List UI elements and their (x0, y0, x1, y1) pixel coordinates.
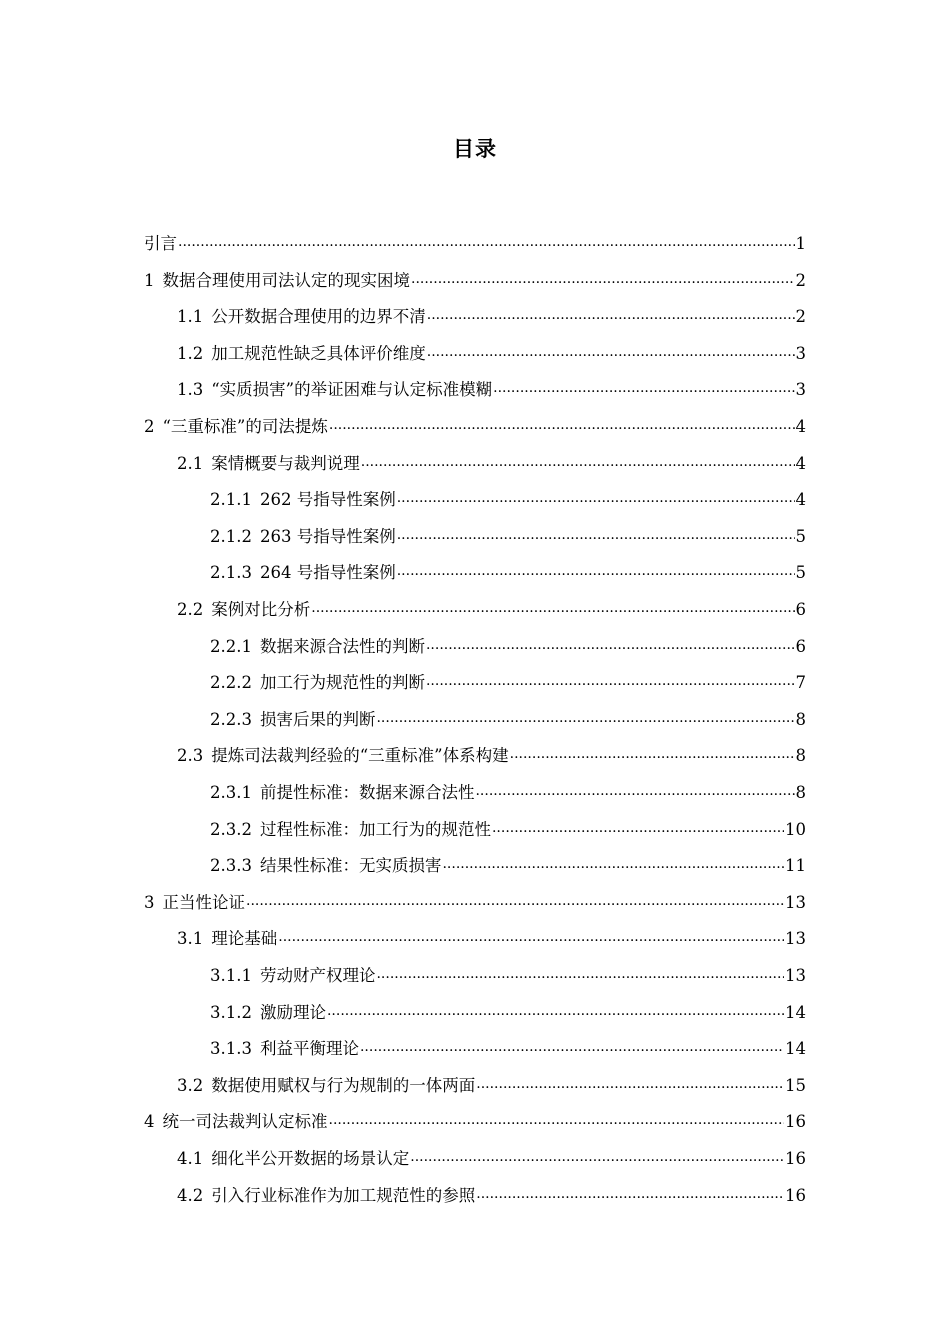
toc-entry-number: 2.2 (177, 600, 204, 619)
toc-entry-title: 利益平衡理论 (259, 1039, 359, 1059)
toc-entry[interactable] (210, 779, 806, 805)
toc-leader-dots (361, 454, 795, 470)
toc-entry-number: 1 (144, 270, 155, 290)
toc-leader-dots (410, 1149, 784, 1165)
toc-entry[interactable] (210, 633, 806, 659)
toc-entry[interactable] (210, 669, 806, 695)
toc-entry-title: 理论基础 (211, 929, 278, 949)
toc-entry-page-number: 6 (795, 636, 806, 656)
toc-entry-title: 263 号指导性案例 (259, 526, 396, 546)
toc-leader-dots (442, 856, 784, 872)
toc-entry[interactable] (144, 230, 806, 256)
toc-entry[interactable] (144, 1108, 806, 1134)
toc-entry[interactable] (177, 340, 806, 366)
toc-entry-number: 2.3.1 (210, 783, 252, 802)
toc-entry[interactable] (177, 1145, 806, 1171)
toc-leader-dots (510, 746, 795, 762)
toc-entry-title: 引入行业标准作为加工规范性的参照 (211, 1185, 476, 1205)
toc-entry-page-number: 6 (795, 600, 806, 619)
toc-entry-title: 公开数据合理使用的边界不清 (211, 307, 426, 327)
toc-entry[interactable] (177, 925, 806, 951)
toc-entry[interactable] (177, 303, 806, 329)
toc-leader-dots (376, 710, 794, 726)
toc-entry[interactable] (210, 523, 806, 549)
toc-entry-title: 损害后果的判断 (259, 709, 376, 729)
toc-leader-dots (492, 820, 784, 836)
toc-entry-number: 3.1.2 (210, 1002, 252, 1022)
toc-entry[interactable] (210, 999, 806, 1025)
toc-entry-page-number: 16 (785, 1149, 806, 1168)
toc-entry-title: 案情概要与裁判说理 (211, 453, 360, 473)
toc-leader-dots (397, 490, 795, 506)
toc-entry-page-number: 8 (795, 709, 806, 729)
toc-entry[interactable] (210, 962, 806, 988)
toc-leader-dots (411, 271, 795, 287)
toc-entry-page-number: 4 (795, 417, 806, 436)
toc-entry-title: 结果性标准：无实质损害 (259, 856, 442, 876)
toc-entry-number: 2.1.2 (210, 526, 252, 546)
toc-entry-title: 过程性标准：加工行为的规范性 (259, 819, 491, 839)
toc-entry-title: 加工规范性缺乏具体评价维度 (211, 343, 426, 363)
toc-entry[interactable] (144, 889, 806, 915)
toc-entry-number: 2.2.2 (210, 673, 252, 693)
toc-entry-title: 案例对比分析 (211, 600, 311, 619)
toc-entry-page-number: 13 (785, 966, 806, 985)
toc-entry[interactable] (177, 450, 806, 476)
toc-leader-dots (493, 380, 794, 396)
toc-leader-dots (376, 966, 784, 982)
toc-entry[interactable] (210, 706, 806, 732)
toc-entry-page-number: 15 (785, 1075, 806, 1095)
toc-entry[interactable] (210, 486, 806, 512)
toc-leader-dots (476, 1186, 784, 1202)
toc-entry-number: 4.1 (177, 1149, 204, 1168)
toc-entry-number: 2.1.1 (210, 490, 252, 510)
toc-entry-title: 细化半公开数据的场景认定 (211, 1149, 410, 1168)
toc-entry[interactable] (210, 852, 806, 878)
toc-entry-page-number: 4 (795, 490, 806, 510)
toc-entry-title: 数据使用赋权与行为规制的一体两面 (211, 1075, 476, 1095)
toc-entry-title: 统一司法裁判认定标准 (162, 1112, 328, 1132)
toc-leader-dots (278, 929, 784, 945)
page-title: 目录 (453, 137, 497, 161)
toc-leader-dots (311, 600, 794, 616)
toc-entry[interactable] (177, 596, 806, 622)
toc-entry-title: 262 号指导性案例 (259, 490, 396, 510)
toc-entry-page-number: 2 (795, 270, 806, 290)
toc-entry-number: 2.3 (177, 746, 204, 766)
toc-leader-dots (397, 527, 795, 543)
toc-entry-title: 数据合理使用司法认定的现实困境 (162, 270, 410, 290)
toc-entry-page-number: 3 (795, 343, 806, 363)
toc-entry[interactable] (177, 1072, 806, 1098)
toc-entry-page-number: 10 (785, 819, 806, 839)
toc-entry-page-number: 1 (795, 234, 806, 253)
toc-entry-number: 2.2.1 (210, 636, 252, 656)
toc-entry-page-number: 13 (785, 929, 806, 949)
toc-leader-dots (360, 1039, 784, 1055)
toc-entry-page-number: 2 (795, 307, 806, 327)
toc-entry-page-number: 4 (795, 453, 806, 473)
toc-entry-number: 2.1 (177, 453, 204, 473)
toc-entry-title: “实质损害”的举证困难与认定标准模糊 (211, 380, 493, 400)
toc-entry-number: 1.3 (177, 380, 204, 400)
toc-entry-page-number: 16 (785, 1112, 806, 1132)
toc-entry-page-number: 8 (795, 746, 806, 766)
toc-leader-dots (426, 637, 795, 653)
toc-entry-page-number: 14 (785, 1002, 806, 1022)
toc-leader-dots (475, 783, 794, 799)
toc-entry-title: 数据来源合法性的判断 (259, 636, 425, 656)
toc-entry-page-number: 13 (785, 892, 806, 912)
toc-entry-title: 前提性标准：数据来源合法性 (259, 783, 475, 802)
toc-entry-number: 3.1 (177, 929, 204, 949)
toc-entry-page-number: 5 (795, 526, 806, 546)
toc-entry-title: 加工行为规范性的判断 (259, 673, 425, 693)
toc-entry-page-number: 14 (785, 1039, 806, 1059)
toc-entry-page-number: 8 (795, 783, 806, 802)
toc-entry-page-number: 5 (795, 563, 806, 583)
toc-entry-title: 264 号指导性案例 (259, 563, 396, 583)
toc-entry-number: 2 (144, 417, 155, 436)
toc-entry-page-number: 16 (785, 1185, 806, 1205)
toc-entry[interactable] (210, 559, 806, 585)
toc-entry-number: 1.1 (177, 307, 204, 327)
toc-entry-title: “三重标准”的司法提炼 (162, 417, 328, 436)
toc-leader-dots (476, 1076, 784, 1092)
toc-entry-title: 劳动财产权理论 (259, 966, 376, 985)
toc-leader-dots (246, 893, 784, 909)
toc-entry[interactable] (144, 413, 806, 439)
toc-entry-number: 3.1.3 (210, 1039, 252, 1059)
toc-entry-number: 4.2 (177, 1185, 204, 1205)
toc-leader-dots (327, 1003, 784, 1019)
toc-leader-dots (427, 344, 795, 360)
toc-entry[interactable] (177, 742, 806, 768)
toc-leader-dots (178, 234, 795, 250)
toc-entry-title: 激励理论 (259, 1002, 326, 1022)
toc-entry-number: 1.2 (177, 343, 204, 363)
toc-entry-page-number: 11 (785, 856, 806, 876)
toc-leader-dots (397, 563, 795, 579)
toc-entry-number: 4 (144, 1112, 155, 1132)
toc-entry-page-number: 3 (795, 380, 806, 400)
toc-entry-title: 引言 (144, 234, 177, 253)
toc-leader-dots (426, 673, 795, 689)
toc-leader-dots (329, 1112, 785, 1128)
toc-entry[interactable] (210, 816, 806, 842)
toc-leader-dots (329, 417, 795, 433)
toc-entry-number: 2.1.3 (210, 563, 252, 583)
toc-entry-title: 提炼司法裁判经验的“三重标准”体系构建 (211, 746, 509, 766)
toc-entry-number: 3 (144, 892, 155, 912)
toc-entry-page-number: 7 (795, 673, 806, 693)
toc-entry[interactable] (177, 1182, 806, 1208)
toc-entry[interactable] (177, 376, 806, 402)
toc-entry-number: 2.2.3 (210, 709, 252, 729)
toc-entry-title: 正当性论证 (162, 892, 245, 912)
toc-entry-number: 2.3.2 (210, 819, 252, 839)
toc-entry[interactable] (144, 267, 806, 293)
toc-entry-number: 2.3.3 (210, 856, 252, 876)
toc-leader-dots (427, 307, 795, 323)
toc-entry[interactable] (210, 1035, 806, 1061)
toc-entry-number: 3.2 (177, 1075, 204, 1095)
toc-entry-number: 3.1.1 (210, 966, 252, 985)
